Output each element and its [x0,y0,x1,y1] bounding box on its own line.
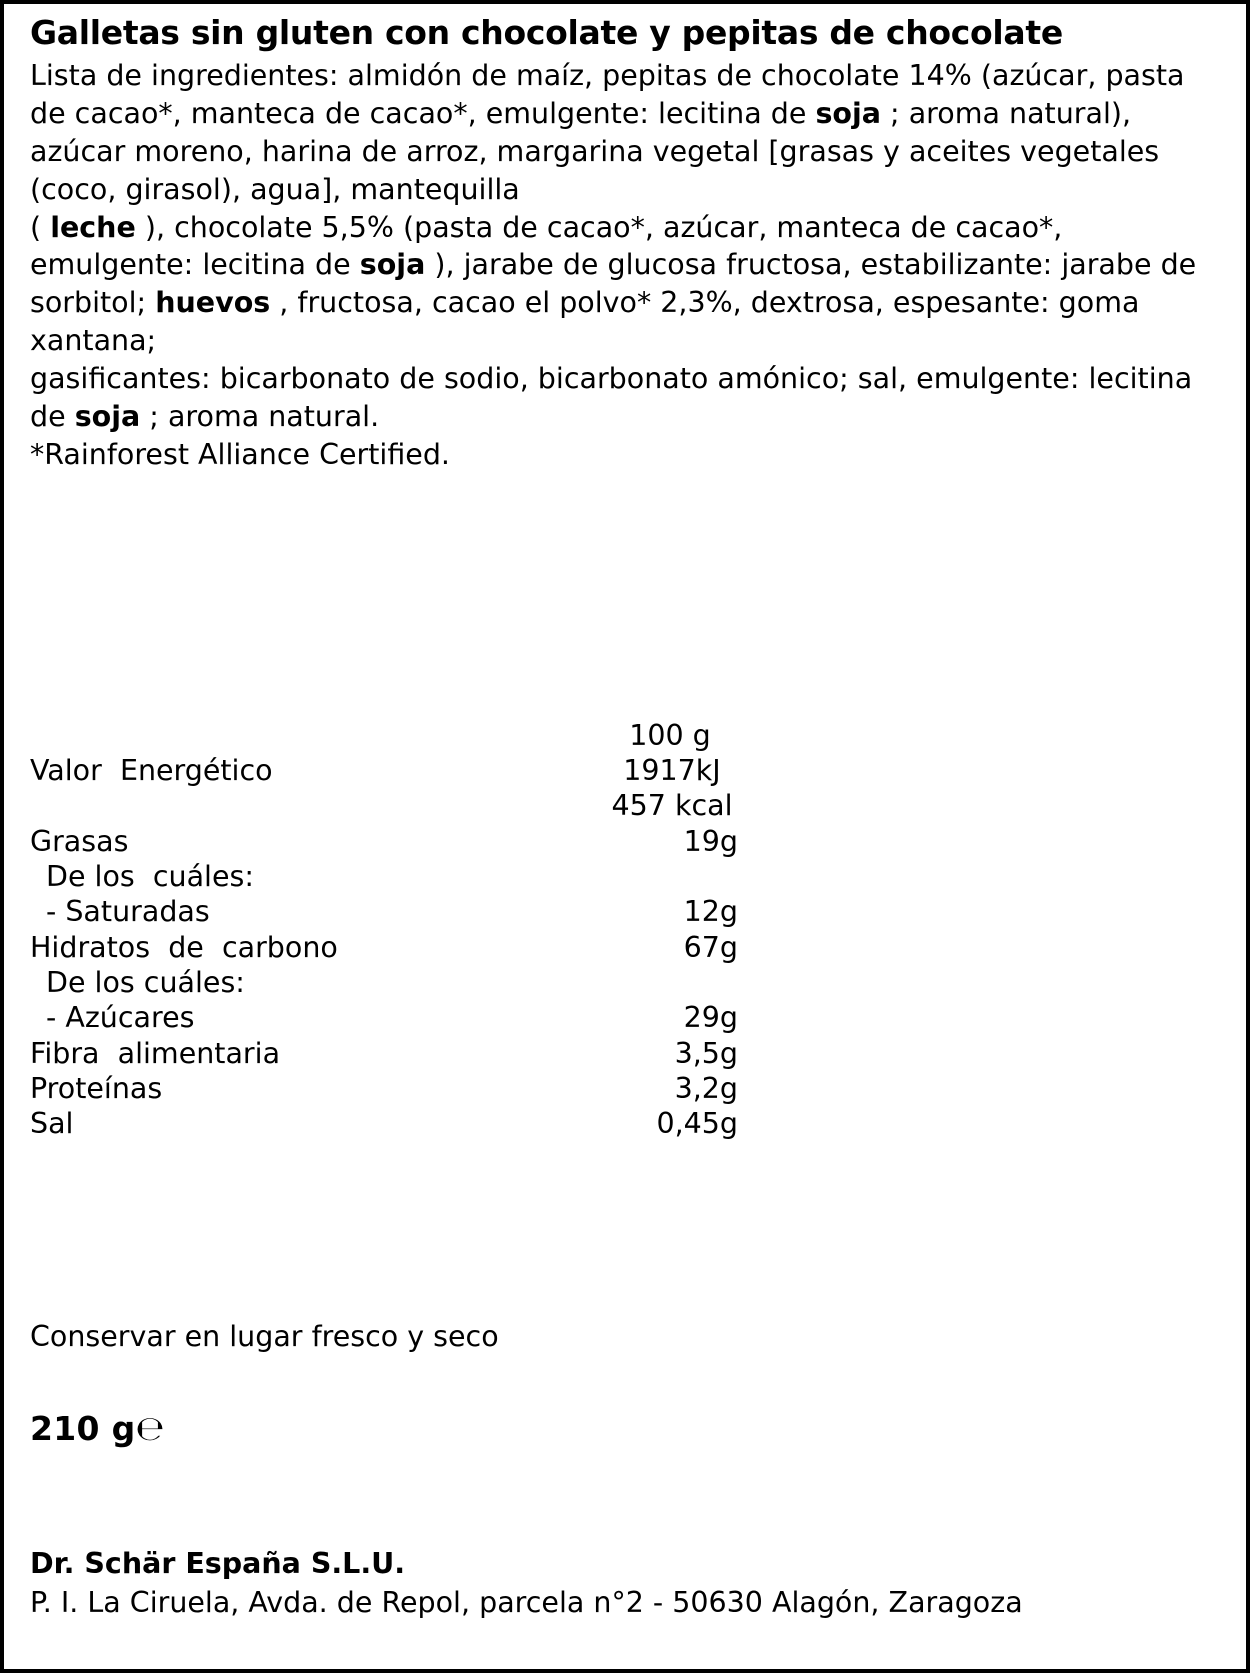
nutrient-label: Proteínas [30,1072,163,1106]
nutrient-value: 67g [683,930,738,964]
allergen-soja: soja [74,399,141,433]
allergen-soja: soja [815,96,881,130]
ingredients-text: gasificantes: bicarbonato de sodio, bicarbonato amónico; sal, emulgente: lecitina de [30,362,1193,433]
ingredients-text: ( [30,210,51,244]
nutrient-value: 19g [683,824,738,858]
nutrient-value: 3,5g [674,1036,738,1070]
ingredients-text: ; aroma natural), azúcar moreno, harina de arroz, margarina vegetal [grasas y aceites vegetales (coco, girasol), agua], mantequilla [30,96,1160,206]
nutrient-label: Grasas [30,824,129,858]
nutrient-label: Fibra alimentaria [30,1036,281,1070]
ingredients-text: Lista de ingredientes: almidón de maíz, pepitas de chocolate 14% (azúcar, pasta de cacao*, manteca de cacao*, emulgente: lecitina de [30,58,1185,130]
table-row [30,1071,750,1106]
table-row [30,1106,750,1141]
nutrient-value: 29g [683,1001,738,1035]
nutrition-table [30,718,750,1142]
table-row [30,824,750,859]
nutrient-label: De los cuáles: [46,966,245,1000]
table-row [30,1036,750,1071]
allergen-soja: soja [359,248,426,282]
nutrient-value: 1917kJ [623,754,721,788]
ingredients-text: ; aroma natural. [140,399,380,433]
table-row [30,894,750,929]
table-row [30,788,750,823]
nutrient-label: - Azúcares [46,1001,195,1035]
ingredients-paragraph-3 [30,360,1220,436]
net-weight [30,1409,1220,1449]
nutrient-value: 457 kcal [611,789,733,823]
nutrient-value: 0,45g [656,1107,738,1141]
ingredients-text: ), chocolate 5,5% (pasta de cacao*, azúcar, manteca de cacao*, emulgente: lecitina de [30,210,1063,282]
nutrient-label: De los cuáles: [46,860,254,894]
nutrient-label: Hidratos de carbono [30,930,338,964]
table-row [30,859,750,894]
allergen-leche: leche [50,210,136,244]
nutrient-label: Sal [30,1107,74,1141]
table-row [30,753,750,788]
table-row [30,930,750,965]
table-row [30,1000,750,1035]
storage-instructions: Conservar en lugar fresco y seco [30,1319,499,1353]
nutrient-label: - Saturadas [46,895,210,929]
nutrient-value: 3,2g [674,1072,738,1106]
ingredients-paragraph-2 [30,209,1220,361]
ingredients-block [30,57,1220,474]
ingredients-text: ), jarabe de glucosa fructosa, estabilizante: jarabe de sorbitol; [30,248,1197,320]
net-weight-value: 210 g [30,1408,136,1448]
manufacturer-address: P. I. La Ciruela, Avda. de Repol, parcela n°2 - 50630 Alagón, Zaragoza [30,1585,1023,1619]
table-header-row [30,718,750,753]
page-title: Galletas sin gluten con chocolate y pepitas de chocolate [30,13,1063,52]
estimate-sign-icon: ℮ [135,1408,165,1449]
nutrition-column-header: 100 g [629,718,711,752]
table-row [30,965,750,1000]
nutrient-value: 12g [683,895,738,929]
ingredients-paragraph-1 [30,57,1220,209]
manufacturer-name: Dr. Schär España S.L.U. [30,1546,406,1580]
ingredients-text: , fructosa, cacao el polvo* 2,3%, dextrosa, espesante: goma xantana; [30,286,1140,358]
allergen-huevos: huevos [155,286,271,320]
label-content [4,4,1246,1621]
nutrient-label: Valor Energético [30,754,273,788]
certification-note: *Rainforest Alliance Certified. [30,437,450,471]
